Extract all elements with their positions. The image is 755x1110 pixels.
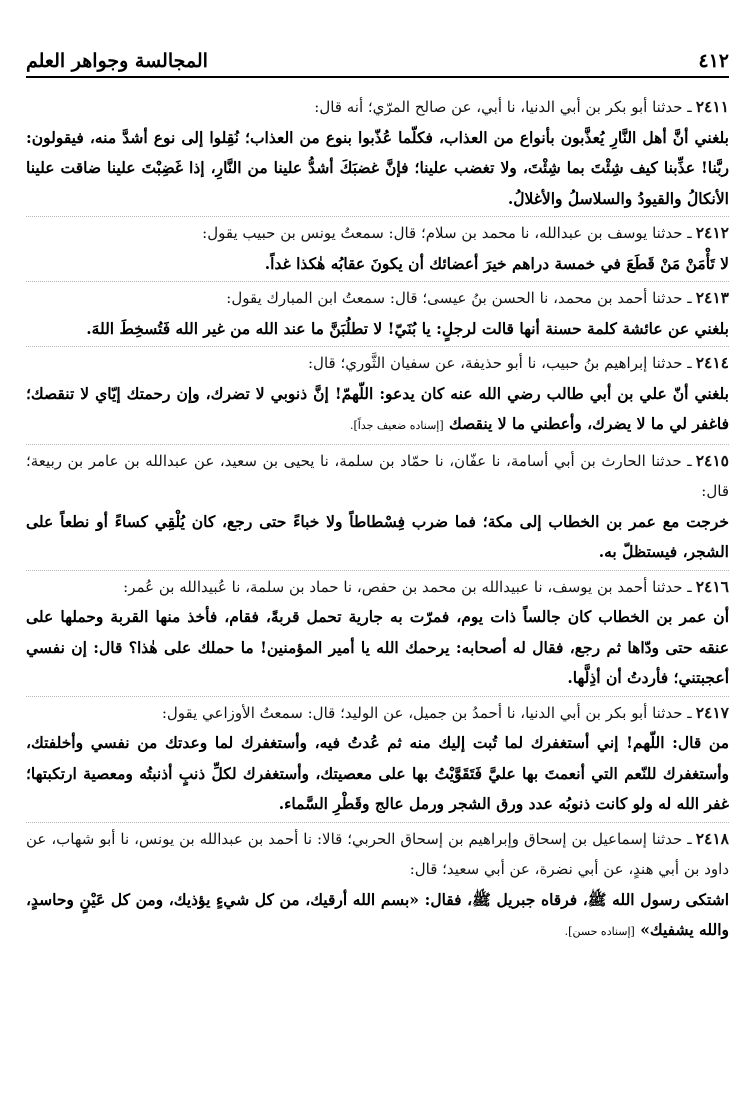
- entry-number: ٢٤١٥: [695, 450, 729, 470]
- page-body: [26, 92, 729, 1104]
- divider: [26, 570, 729, 571]
- hadith-entry: [26, 92, 729, 214]
- divider: [26, 281, 729, 282]
- isnad-text: ـ حدثنا إبراهيم بنُ حبيب، نا أبو حذيفة، عن سفيان الثَّوري؛ قال:: [308, 354, 692, 372]
- grading-note: [إسناده ضعيف جداً].: [349, 419, 444, 432]
- entry-number: ٢٤١٨: [695, 828, 729, 848]
- divider: [26, 822, 729, 823]
- entry-number: ٢٤١٦: [695, 576, 729, 596]
- hadith-entry: [26, 283, 729, 344]
- matn-block: [26, 379, 729, 442]
- running-header: [26, 40, 729, 78]
- entry-number: ٢٤١٤: [695, 353, 729, 372]
- isnad-line: [26, 824, 729, 885]
- hadith-entry: [26, 698, 729, 820]
- hadith-entry: [26, 218, 729, 279]
- entry-number: ٢٤١٣: [695, 288, 729, 307]
- isnad-text: ـ حدثنا الحارث بن أبي أسامة، نا عفّان، نا حمّاد بن سلمة، نا يحيى بن سعيد، عن عبدالله بن عامر بن ربيعة؛ قال:: [26, 451, 729, 500]
- page-number: ٤١٢: [698, 50, 729, 72]
- isnad-line: [26, 348, 729, 379]
- grading-note: [إسناده حسن].: [564, 925, 635, 938]
- divider: [26, 696, 729, 697]
- entry-number: ٢٤١٢: [695, 223, 729, 242]
- hadith-entry: [26, 348, 729, 442]
- isnad-line: [26, 92, 729, 123]
- matn-text: لا تَأْمَنْ مَنْ قَطَعَ في خمسة دراهم خيرَ أعضائك أن يكونَ عقابُه هٰكذا غداً.: [264, 253, 729, 273]
- matn-text: من قال: اللّهم! إني أستغفرك لما تُبت إليك منه ثم عُدتُ فيه، وأستغفرك لما وعدتك من نفسي وأخلفتك، وأستغفرك للنّعم التي أنعمتَ بها عليَّ فَتَقَوَّيْتُ بها على معصيتك، وأستغفرك لكلِّ ذنبٍ أذنبتُه ومعصية ارتكبتها؛ غفر الله له ولو كانت ذنوبُه عدد ورق الشجر ورمل عالج وقَطْرِ السَّماء.: [26, 733, 729, 813]
- isnad-line: [26, 572, 729, 603]
- isnad-text: ـ حدثنا يوسف بن عبدالله، نا محمد بن سلام؛ قال: سمعتُ يونس بن حبيب يقول:: [202, 224, 692, 242]
- matn-text: أن عمر بن الخطاب كان جالساً ذات يوم، فمرّت به جارية تحمل قربةً، فقام، فأخذ منها القربة وحملها على عنقه حتى ودّاها ثم رجع، فقال له أصحابه: يرحمك الله يا أمير المؤمنين! ما حملك على هٰذا؟ قال: إن نفسي أعجبتني؛ فأردتُ أن أذِلَّها.: [26, 607, 729, 687]
- isnad-line: [26, 283, 729, 314]
- entry-number: ٢٤١١: [695, 97, 729, 116]
- matn-text: بلغني أنّ علي بن أبي طالب رضي الله عنه كان يدعو: اللّهمّ! إنَّ ذنوبي لا تضرك، وإن رحمتك إيّاي لا تنقصك؛ فاغفر لي ما لا يضرك، وأعطني ما لا ينقصك: [26, 383, 729, 433]
- matn-block: [26, 885, 729, 948]
- isnad-line: [26, 218, 729, 249]
- book-title: المجالسة وجواهر العلم: [26, 50, 208, 72]
- hadith-entry: [26, 824, 729, 948]
- matn-text: بلغني أنَّ أهل النَّارِ يُعذَّبون بأنواع من العذاب، فكلّما عُذّبوا بنوع من العذاب؛ نُقِلوا إلى نوع أشدَّ منه، فيقولون: ربَّنا! عذِّبنا كيف شِئْتَ بما شِئْتَ، ولا تغضب علينا؛ فإنَّ غضبَكَ أشدُّ علينا من النَّارِ، إذا غَضِبْتَ علينا ضاقت علينا الأنكالُ والقيودُ والسلاسلُ والأغلالُ.: [26, 127, 729, 208]
- hadith-entry: [26, 572, 729, 694]
- isnad-text: ـ حدثنا أحمد بن يوسف، نا عبيدالله بن محمد بن حفص، نا حماد بن سلمة، نا عُبيدالله بن عُمر:: [123, 577, 692, 596]
- isnad-text: ـ حدثنا أبو بكر بن أبي الدنيا، نا أحمدُ بن جميل، عن الوليد؛ قال: سمعتُ الأوزاعي يقول:: [161, 703, 692, 722]
- matn-text: اشتكى رسول الله ﷺ، فرقاه جبريل ﷺ، فقال: «بسم الله أرقيك، من كل شيءٍ يؤذيك، ومن كل عَيْنٍ وحاسدٍ، والله يشفيك»: [26, 889, 729, 939]
- isnad-text: ـ حدثنا أحمد بن محمد، نا الحسن بنُ عيسى؛ قال: سمعتُ ابن المبارك يقول:: [226, 289, 692, 307]
- isnad-text: ـ حدثنا إسماعيل بن إسحاق وإبراهيم بن إسحاق الحربي؛ قالا: نا أحمد بن عبدالله بن يونس، نا أبو شهاب، عن داود بن أبي هندٍ، عن أبي نضرة، عن أبي سعيد؛ قال:: [26, 829, 729, 878]
- entry-number: ٢٤١٧: [695, 702, 729, 722]
- divider: [26, 444, 729, 445]
- isnad-line: [26, 698, 729, 729]
- hadith-entry: [26, 446, 729, 568]
- divider: [26, 346, 729, 347]
- divider: [26, 216, 729, 217]
- matn-text: بلغني عن عائشة كلمة حسنة أنها قالت لرجلٍ: يا بُنَيّ! لا تطلُبَنَّ ما عند الله من غير الله فَتُسخِطَ اللهَ.: [86, 318, 729, 338]
- matn-text: خرجت مع عمر بن الخطاب إلى مكة؛ فما ضرب فِسْطاطاً ولا خباءً حتى رجع، كان يُلْقِي كساءً أو نطعاً على الشجر، فيستظلّ به.: [26, 511, 729, 561]
- isnad-text: ـ حدثنا أبو بكر بن أبي الدنيا، نا أبي، عن صالح المرّي؛ أنه قال:: [314, 98, 692, 116]
- isnad-line: [26, 446, 729, 507]
